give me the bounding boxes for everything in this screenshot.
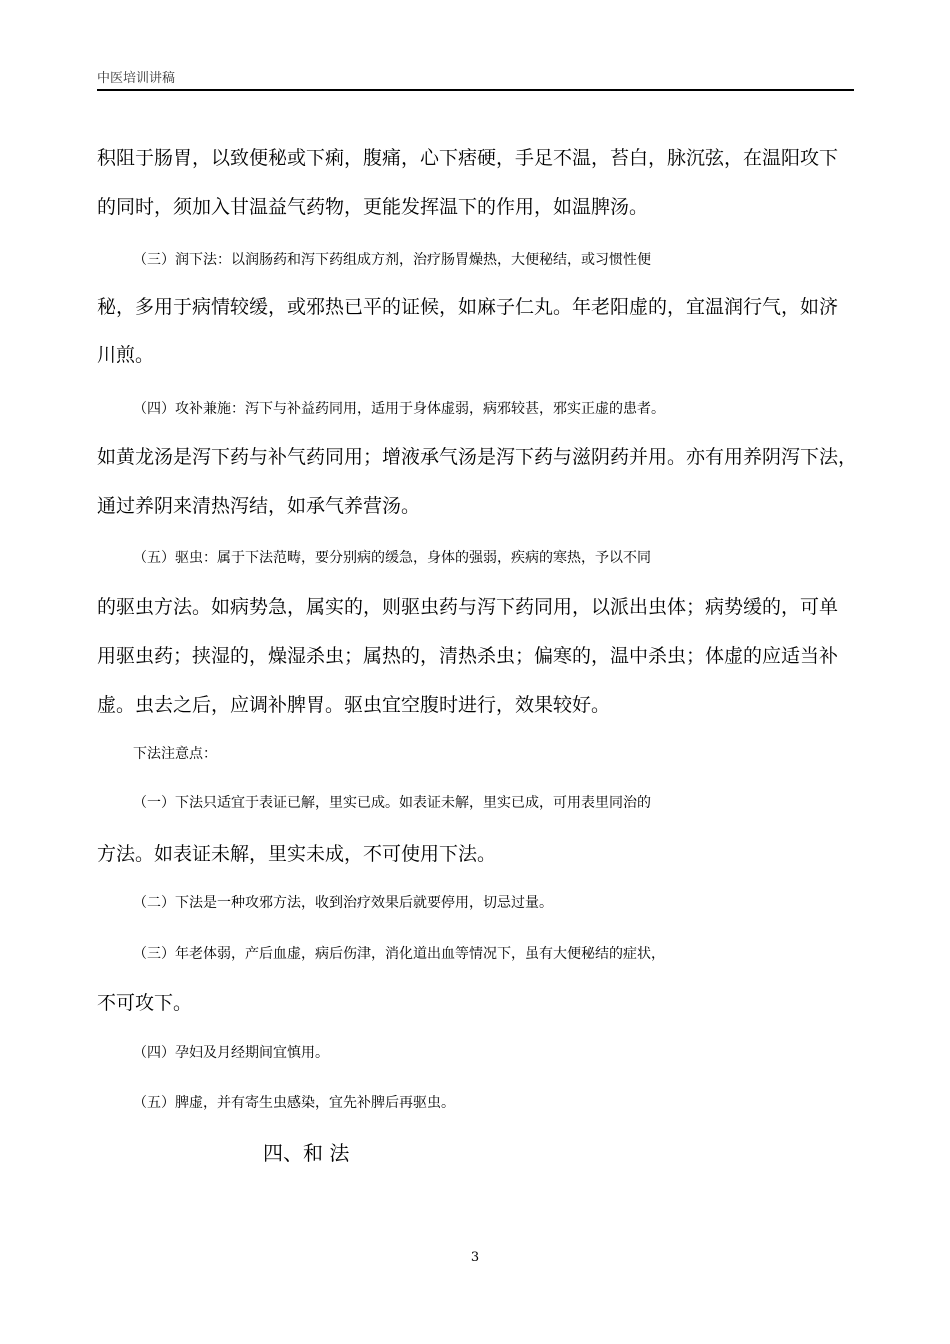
paragraph-line: 下法注意点：: [133, 746, 217, 762]
page-header-title: 中医培训讲稿: [97, 71, 176, 86]
paragraph-line: （五）驱虫：属于下法范畴，要分别病的缓急，身体的强弱，疾病的寒热，予以不同: [133, 550, 651, 566]
paragraph-line: （三）润下法：以润肠药和泻下药组成方剂，治疗肠胃燥热，大便秘结，或习惯性便: [133, 252, 651, 268]
paragraph-line: 如黄龙汤是泻下药与补气药同用；增液承气汤是泻下药与滋阴药并用。亦有用养阴泻下法，: [97, 446, 858, 468]
paragraph-line: 的同时，须加入甘温益气药物，更能发挥温下的作用，如温脾汤。: [97, 196, 649, 218]
paragraph-line: 积阻于肠胃，以致便秘或下痢，腹痛，心下痞硬，手足不温，苔白，脉沉弦，在温阳攻下: [97, 147, 839, 169]
paragraph-line: 川煎。: [97, 344, 155, 366]
paragraph-line: 虚。虫去之后，应调补脾胃。驱虫宜空腹时进行，效果较好。: [97, 694, 611, 716]
paragraph-line: （三）年老体弱，产后血虚，病后伤津，消化道出血等情况下，虽有大便秘结的症状，: [133, 946, 665, 962]
paragraph-line: 秘，多用于病情较缓，或邪热已平的证候，如麻子仁丸。年老阳虚的，宜温润行气，如济: [97, 296, 839, 318]
paragraph-line: 通过养阴来清热泻结，如承气养营汤。: [97, 495, 421, 517]
paragraph-line: （四）攻补兼施：泻下与补益药同用，适用于身体虚弱，病邪较甚，邪实正虚的患者。: [133, 401, 665, 417]
paragraph-line: 用驱虫药；挟湿的，燥湿杀虫；属热的，清热杀虫；偏寒的，温中杀虫；体虚的应适当补: [97, 645, 839, 667]
paragraph-line: （五）脾虚，并有寄生虫感染，宜先补脾后再驱虫。: [133, 1095, 455, 1111]
page-number: 3: [470, 1250, 480, 1265]
paragraph-line: 的驱虫方法。如病势急，属实的，则驱虫药与泻下药同用，以派出虫体；病势缓的，可单: [97, 596, 839, 618]
paragraph-line: （二）下法是一种攻邪方法，收到治疗效果后就要停用，切忌过量。: [133, 895, 553, 911]
section-heading: 四、和 法: [263, 1141, 350, 1165]
paragraph-line: 方法。如表证未解，里实未成，不可使用下法。: [97, 843, 497, 865]
paragraph-line: （一）下法只适宜于表证已解，里实已成。如表证未解，里实已成，可用表里同治的: [133, 795, 651, 811]
paragraph-line: 不可攻下。: [97, 992, 193, 1014]
paragraph-line: （四）孕妇及月经期间宜慎用。: [133, 1045, 329, 1061]
header-divider: [97, 89, 854, 91]
